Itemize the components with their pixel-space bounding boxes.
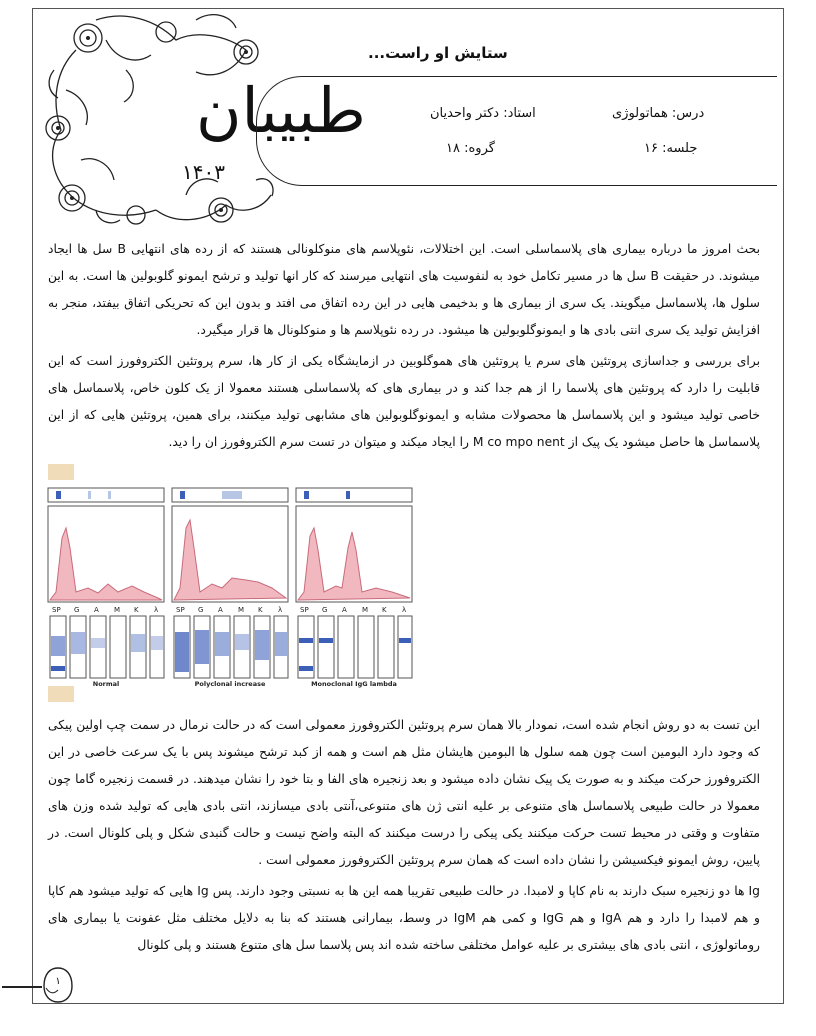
lane-label-k-2: K [258,606,263,614]
figure-tab-top [48,464,74,480]
lanes-normal [50,616,164,678]
lane-label-sp-2: SP [176,606,185,614]
lanes-monoclonal [298,616,412,678]
lane-label-sp-3: SP [300,606,309,614]
group-label: گروه: ۱۸ [446,141,495,156]
page-number-badge [42,964,74,1004]
lane-label-a-3: A [342,606,347,614]
lane-label-k-3: K [382,606,387,614]
lane-label-l-1: λ [154,606,159,614]
page-number: ۱ [55,976,61,987]
logo-wordmark: طبیبان [196,74,366,147]
caption-normal: Normal [92,680,120,688]
footer-line [2,986,42,988]
course-info-box [256,76,777,186]
paragraph-4: Ig ها دو زنجیره سبک دارند به نام کاپا و لامبدا. در حالت طبیعی تقریبا همه این ها به نسبتی وجود دارند. پس Ig هایی که تولید میشود هم کاپا و هم لامبدا را دارد و هم IgA و هم IgG و کمی هم IgM در وسط، بیمارانی هستند که بنا به دلایل مختلف مثل عفونت یا بیماری های روماتولوژی ، انتی بادی های بیشتری بر علیه عوامل مختلفی ساخته شده اند پس پلاسما سل های متنوع هستند و پلی کلونال [48,884,760,952]
lane-label-g-2: G [198,606,204,614]
lane-label-sp-1: SP [52,606,61,614]
session-label: جلسه: ۱۶ [644,141,698,156]
lane-label-m-3: M [362,606,369,614]
instructor-label: استاد: دکتر واحدیان [430,106,536,121]
logo-year: ۱۴۰۳ [182,160,225,184]
lanes-polyclonal [174,616,288,678]
panel-monoclonal [296,488,412,678]
electrophoresis-figure [46,462,418,702]
lane-label-m-1: M [114,606,121,614]
panel-polyclonal [172,488,288,678]
lane-label-g-1: G [74,606,80,614]
paragraph-2: برای بررسی و جداسازی پروتئین های سرم یا پروتئین های هموگلوبین در ازمایشگاه یکی از کار ها، سرم پروتئین الکتروفورز است که این قابلیت را دارد که پروتئین های پلاسما را از هم جدا کند و در بیماری های که پلاسماسلی هستند معمولا از یک کلون خاص، پلاسماسل های خاصی تولید میشود و این پلاسماسل ها محصولات مشابه و ایمونوگلوبولین های مشابهی تولید میکنند، برای همین، پروتئین هایی که از این پلاسماسل ها حاصل میشود یک پیک از M co mpo nent را ایجاد میکند و میتوان در تست سرم الکتروفورز ان را دید. [48,354,760,449]
lane-label-g-3: G [322,606,328,614]
caption-polyclonal: Polyclonal increase [194,680,266,688]
lane-label-l-3: λ [402,606,407,614]
panel-normal [48,488,164,678]
figure-tab-bottom [48,686,74,702]
paragraph-3: این تست به دو روش انجام شده است، نمودار بالا همان سرم پروتئین الکتروفورز معمولی است که در حالت نرمال در سمت چپ اولین پیکی که وجود دارد البومین است چون همه سلول ها البومین هایشان مثل هم است و همه از کبد ترشح میشوند پس با یک سرعت خاصی در این الکتروفورز حرکت میکند و به صورت یک پیک نشان داده میشود و بعد زنجیره های الفا و بتا خود را نشان میدهند. در قسمت زنجیره گاما چون معمولا در حالت طبیعی پلاسماسل های متنوعی بر علیه انتی ژن های متنوعی،آنتی بادی میسازند، انتی بادی هایی که تولید شده وزن های متفاوت و وقتی در محیط تست حرکت میکنند یکی پیکی را درست میکنند که البته واضح نیست و حالت گنبدی شکل و پلی کلونال است. در پایین، روش ایمونو فیکسیشن را نشان داده است که همان سرم پروتئین الکتروفورز معمولی است . [48,718,760,867]
header-blessing: ستایش او راست... [368,44,508,62]
lane-label-a-2: A [218,606,223,614]
caption-monoclonal: Monoclonal IgG lambda [311,680,397,688]
lane-label-a-1: A [94,606,99,614]
paragraph-1: بحث امروز ما درباره بیماری های پلاسماسلی است. این اختلالات، نئوپلاسم های منوکلونالی هستند که از رده های انتهایی B سل ها ایجاد میشوند. در حقیقت B سل ها در مسیر تکامل خود به لنفوسیت های انتهایی میرسند که کار انها تولید و ترشح ایمونو گلوبولین ها است. به این سلول ها، پلاسماسل میگویند. یک سری از بیماری ها و بدخیمی هایی در این رده اتفاق می افتد و بدون این که تحریکی اتفاق بیفتد، منجر به افزایش تولید یک سری انتی بادی ها و ایمونوگلوبولین ها میشود. در رده نئوپلاسم ها و منوکلونال ها قرار میگیرد. [48,242,760,337]
lane-label-m-2: M [238,606,245,614]
lane-label-k-1: K [134,606,139,614]
course-label: درس: هماتولوژی [612,106,705,121]
lane-label-l-2: λ [278,606,283,614]
